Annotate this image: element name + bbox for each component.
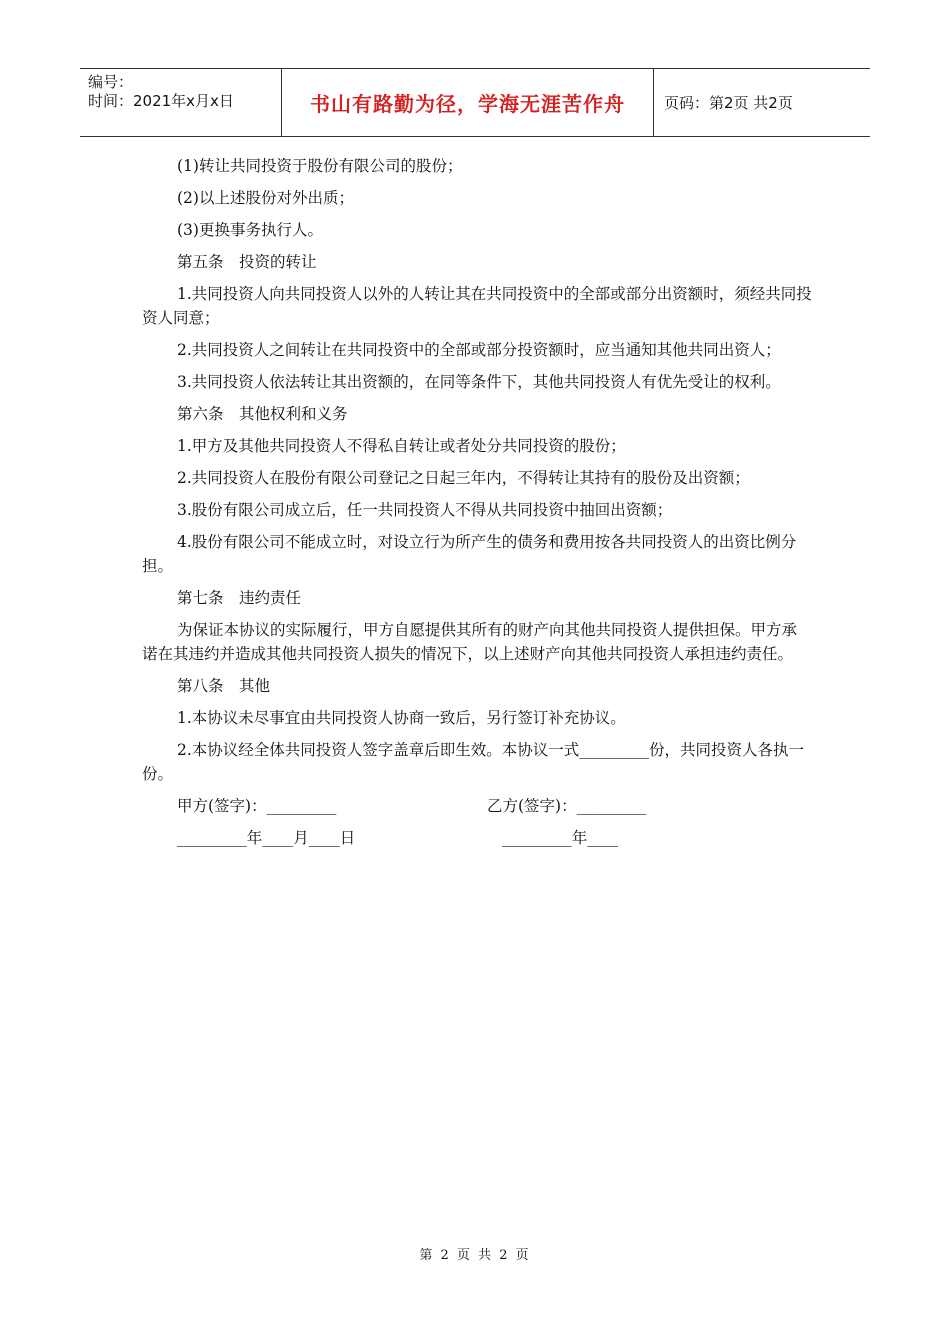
- document-body: [142, 154, 812, 858]
- article-6-item-2: 2.共同投资人在股份有限公司登记之日起三年内，不得转让其持有的股份及出资额；: [177, 469, 750, 487]
- clause-item-3: (3)更换事务执行人。: [177, 221, 323, 239]
- article-6-item-1: 1.甲方及其他共同投资人不得私自转让或者处分共同投资的股份；: [177, 437, 626, 455]
- page-footer: 第 2 页 共 2 页: [419, 1248, 531, 1263]
- header-page-info: 页码：第2页 共2页: [664, 94, 793, 112]
- party-a-date: _________年____月____日: [177, 829, 356, 847]
- article-5-item-3: 3.共同投资人依法转让其出资额的，在同等条件下，其他共同投资人有优先受让的权利。: [177, 373, 781, 391]
- article-5-heading: 第五条 投资的转让: [177, 253, 317, 271]
- document-header: [80, 68, 870, 137]
- party-b-signature: 乙方(签字)：_________: [487, 797, 647, 815]
- article-6-heading: 第六条 其他权利和义务: [177, 405, 348, 423]
- signature-date-row: [142, 826, 812, 850]
- party-a-signature: 甲方(签字)：_________: [177, 797, 337, 815]
- header-time-label: 时间：2021年x月x日: [88, 92, 234, 110]
- header-meta: [80, 69, 282, 136]
- party-b-date: _________年____: [502, 829, 619, 847]
- article-7-heading: 第七条 违约责任: [177, 589, 302, 607]
- article-8-heading: 第八条 其他: [177, 677, 271, 695]
- header-motto: 书山有路勤为径，学海无涯苦作舟: [282, 69, 654, 136]
- article-8-item-1: 1.本协议未尽事宜由共同投资人协商一致后，另行签订补充协议。: [177, 709, 626, 727]
- article-6-item-4: 4.股份有限公司不能成立时，对设立行为所产生的债务和费用按各共同投资人的出资比例分担。: [142, 533, 797, 575]
- article-5-item-2: 2.共同投资人之间转让在共同投资中的全部或部分投资额时，应当通知其他共同出资人；: [177, 341, 781, 359]
- article-5-item-1: 1.共同投资人向共同投资人以外的人转让其在共同投资中的全部或部分出资额时，须经共同投资人同意；: [142, 285, 812, 327]
- clause-item-2: (2)以上述股份对外出质；: [177, 189, 354, 207]
- header-number-label: 编号：: [88, 73, 134, 91]
- article-7-text: 为保证本协议的实际履行，甲方自愿提供其所有的财产向其他共同投资人提供担保。甲方承诺在其违约并造成其他共同投资人损失的情况下，以上述财产向其他共同投资人承担违约责任。: [142, 621, 798, 663]
- article-8-item-2: 2.本协议经全体共同投资人签字盖章后即生效。本协议一式_________份，共同投资人各执一份。: [142, 741, 805, 783]
- clause-item-1: (1)转让共同投资于股份有限公司的股份；: [177, 157, 463, 175]
- signature-row: [142, 794, 812, 818]
- article-6-item-3: 3.股份有限公司成立后，任一共同投资人不得从共同投资中抽回出资额；: [177, 501, 673, 519]
